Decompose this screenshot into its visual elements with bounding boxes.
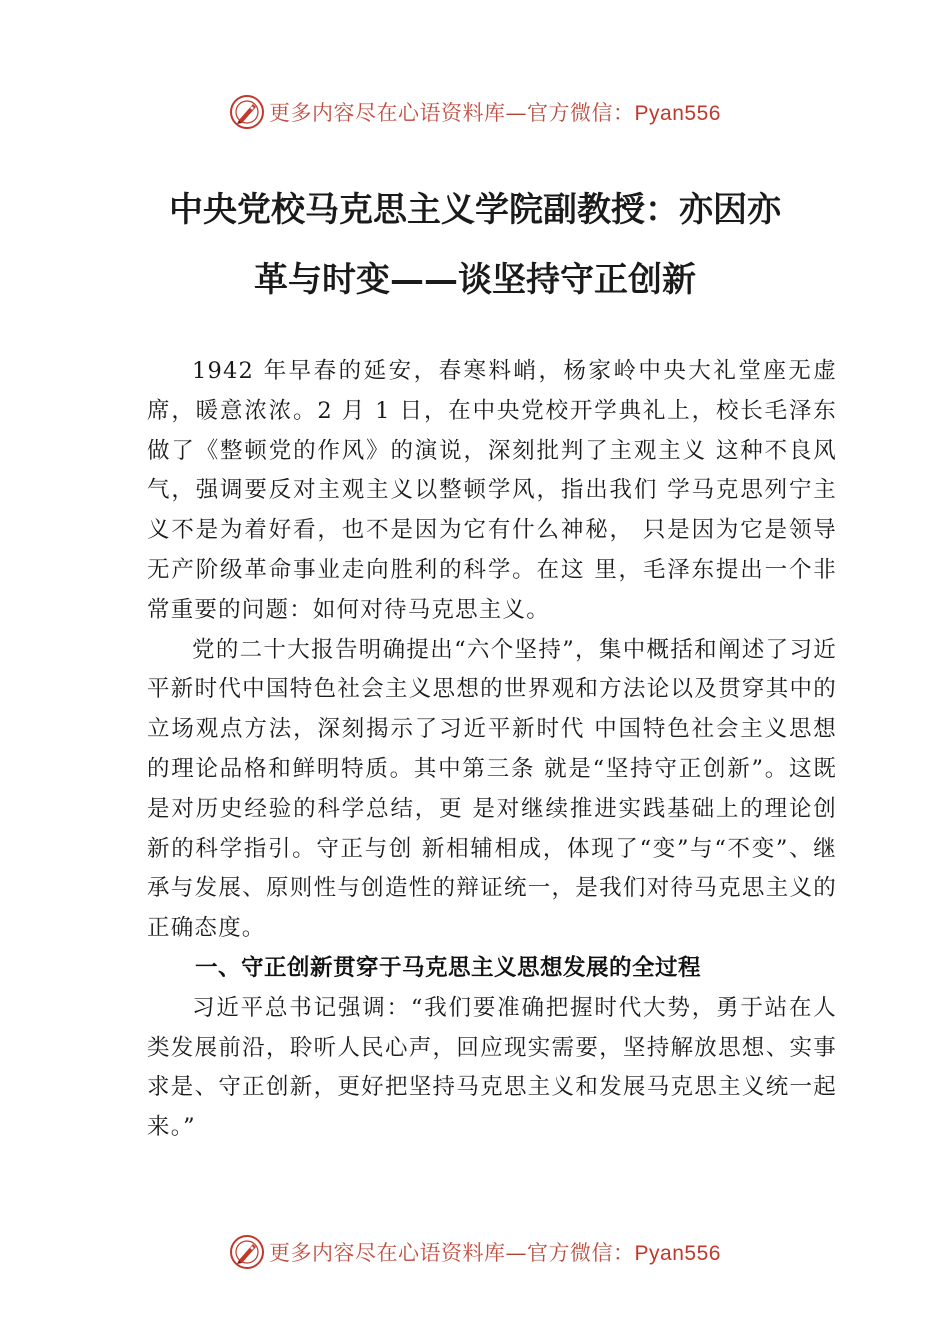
document-title-line-2: 革与时变——谈坚持守正创新 xyxy=(254,260,696,300)
banner-prefix: 更多内容尽在心语资料库 xyxy=(269,101,506,125)
banner-wechat-id: Pyan556 xyxy=(634,1242,721,1265)
section-heading: 一、守正创新贯穿于马克思主义思想发展的全过程 xyxy=(195,954,702,981)
footer-banner xyxy=(0,1234,950,1270)
banner-dash: — xyxy=(505,101,528,125)
banner-prefix: 更多内容尽在心语资料库 xyxy=(269,1241,506,1265)
document-body xyxy=(147,352,837,1148)
pen-nib-logo-icon xyxy=(229,94,265,130)
body-paragraph: 习近平总书记强调：“我们要准确把握时代大势，勇于站在人类发展前沿，聆听人民心声，回应现实需要，坚持解放思想、实事求是、守正创新，更好把坚持马克思主义和发展马克思主义统一起来。” xyxy=(147,994,837,1141)
banner-dash: — xyxy=(505,1241,528,1265)
banner-wechat-id: Pyan556 xyxy=(634,102,721,125)
body-paragraph: 1942 年早春的延安，春寒料峭，杨家岭中央大礼堂座无虚席，暖意浓浓。2 月 1 日，在中央党校开学典礼上，校长毛泽东做了《整顿党的作风》的演说，深刻批判了主观主义 这种不良风气，强调要反对主观主义以整顿学风，指出我们 学马克思列宁主义不是为着好看，也不是因为它有什么神秘， 只是因为它是领导无产阶级革命事业走向胜利的科学。在这 里，毛泽东提出一个非常重要的问题：如何对待马克思主义。 xyxy=(147,358,837,623)
document-title-line-1: 中央党校马克思主义学院副教授：亦因亦 xyxy=(169,190,781,230)
header-banner xyxy=(0,94,950,130)
pen-nib-logo-icon xyxy=(229,1234,265,1270)
banner-wechat-label: 官方微信： xyxy=(527,1241,635,1265)
body-paragraph: 党的二十大报告明确提出“六个坚持”，集中概括和阐述了习近平新时代中国特色社会主义思想的世界观和方法论以及贯穿其中的立场观点方法，深刻揭示了习近平新时代 中国特色社会主义思想的理论品格和鲜明特质。其中第三条 就是“坚持守正创新”。这既是对历史经验的科学总结，更 是对继续推进实践基础上的理论创新的科学指引。守正与创 新相辅相成，体现了“变”与“不变”、继承与发展、原则性与创造性的辩证统一，是我们对待马克思主义的正确态度。 xyxy=(147,636,837,942)
banner-wechat-label: 官方微信： xyxy=(527,101,635,125)
